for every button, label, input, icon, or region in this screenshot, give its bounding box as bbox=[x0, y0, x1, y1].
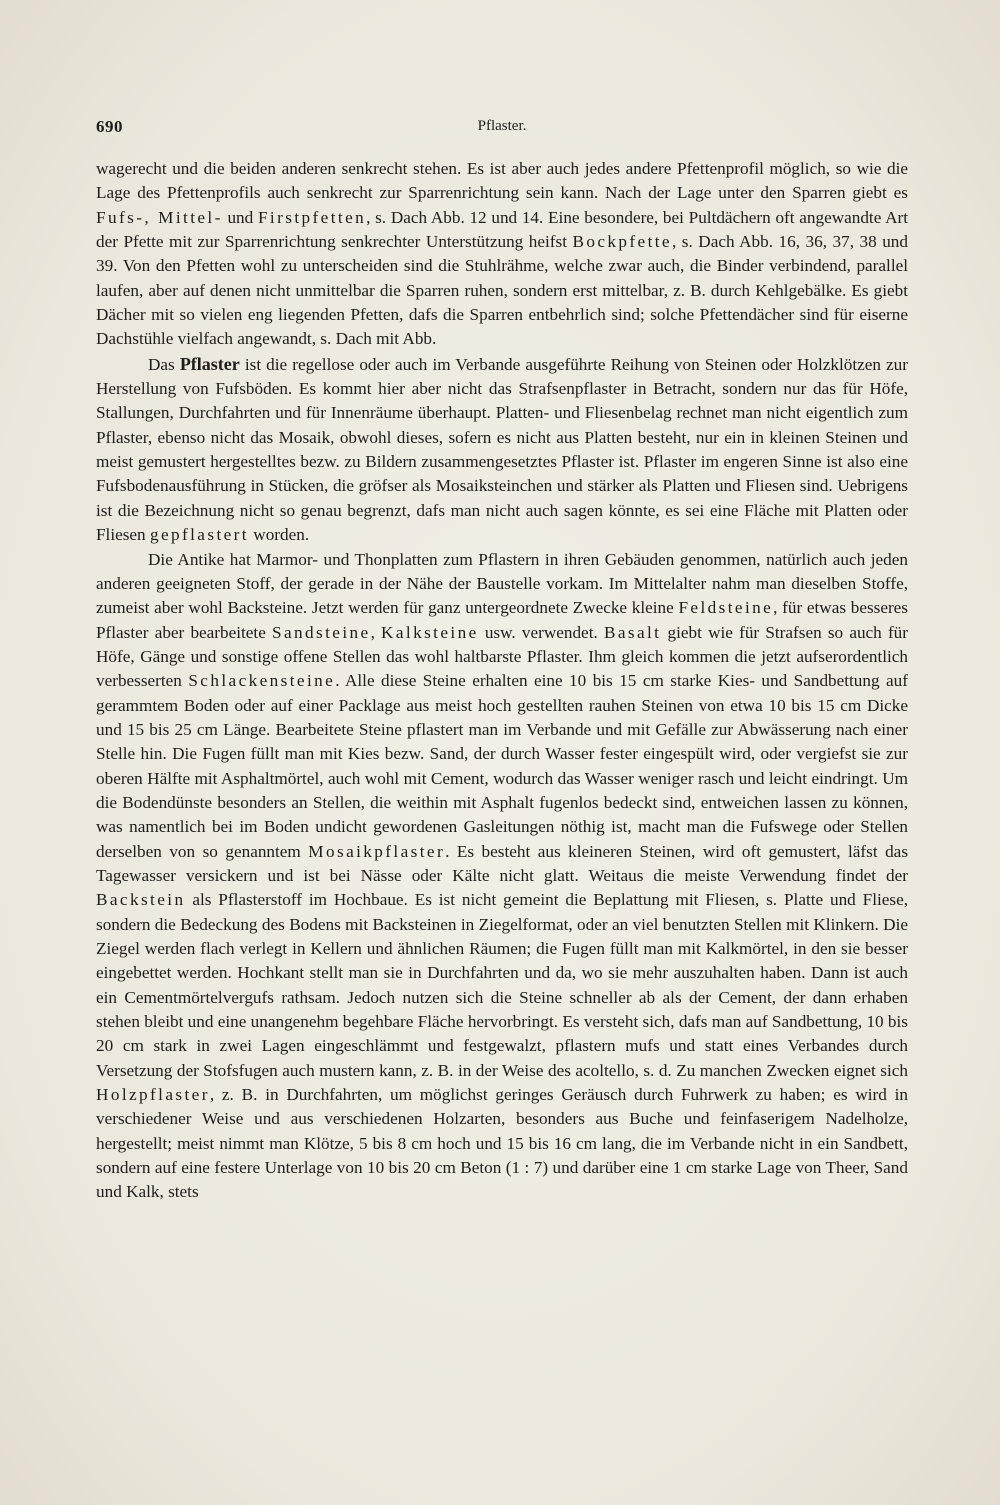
text-run: , bbox=[370, 622, 382, 642]
text-run: als Pflasterstoff im Hochbaue. Es ist nicht gemeint die Beplattung mit Fliesen, s. Platte und Fliese, sondern die Bedeckung des Bodens mit Backsteinen in Ziegelformat, oder an viel benutzten Stellen mit Klinkern. Die Ziegel werden flach verlegt in Kellern und ähnlichen Räumen; die Fugen füllt man mit Kalkmörtel, in den sie besser eingebettet werden. Hochkant stellt man sie in Durchfahrten und da, wo sie mehr auszuhalten haben. Dann ist auch ein Cementmörtelvergufs rathsam. Jedoch nutzen sich die Steine schneller ab als der Cement, der dann erhaben stehen bleibt und eine unangenehm begehbare Fläche hervorbringt. Es versteht sich, dafs man auf Sandbettung, 10 bis 20 cm stark in zwei Lagen eingeschlämmt und festgewalzt, pflastern mufs und statt eines Verbandes durch Versetzung der Stofsfugen auch mustern kann, z. B. in der Weise des acoltello, s. d. Zu manchen Zwecken eignet sich bbox=[96, 890, 908, 1080]
body-text bbox=[96, 157, 908, 1205]
spaced-term: Backstein bbox=[96, 890, 186, 910]
running-title: Pflaster. bbox=[477, 118, 527, 134]
spaced-term: Mosaikpflaster bbox=[308, 841, 446, 861]
text-run: , s. Dach Abb. 12 und 14. Eine besondere, bei Pultdächern oft angewandte Art der Pfette mit zur Sparrenrichtung senkrechter Unterstützung heifst bbox=[96, 207, 909, 252]
text-run: und bbox=[222, 207, 258, 227]
spaced-term: Sandsteine bbox=[272, 622, 371, 642]
page-header bbox=[96, 117, 908, 141]
paragraph-pflaster-definition bbox=[96, 352, 908, 548]
spaced-term: gepflastert bbox=[149, 525, 249, 545]
text-run: , für etwas besseres Pflaster aber bearbeitete bbox=[96, 598, 908, 642]
text-run: . Alle diese Steine erhalten eine 10 bis 15 cm starke Kies- und Sandbettung auf gerammtem Boden oder auf einer Packlage aus meist hoch gestellten rauhen Steinen von etwa 10 bis 15 cm Dicke und 15 bis 25 cm Länge. Bearbeitete Steine pflastert man im Verbande und mit Gefälle zur Abwässerung nach einer Stelle hin. Die Fugen füllt man mit Kies bezw. Sand, der durch Wasser fester eingespült wird, oder vergiefst sie zur oberen Hälfte mit Asphaltmörtel, auch wohl mit Cement, wodurch das Wasser weniger rasch und leicht eindringt. Um die Bodendünste besonders an Stellen, die weithin mit Asphalt fugenlos bedeckt sind, entweichen lassen zu können, was namentlich bei im Boden undicht gewordenen Gasleitungen nöthig ist, macht man die Fufswege oder Stellen derselben von so genanntem bbox=[96, 671, 908, 861]
spaced-term: Fufs-, Mittel- bbox=[96, 207, 223, 227]
text-run: . Es besteht aus kleineren Steinen, wird oft gemustert, läfst das Tagewasser versickern und ist bei Nässe oder Kälte nicht glatt. Weitaus die meiste Verwendung findet der bbox=[96, 841, 909, 885]
spaced-term: Basalt bbox=[603, 622, 662, 642]
spaced-term: Feldsteine bbox=[678, 598, 774, 618]
text-run: , z. B. in Durchfahrten, um möglichst geringes Geräusch durch Fuhrwerk zu haben; es wird in verschiedener Weise und aus verschiedenen Holzarten, besonders aus Buche und feinfaserigem Nadelholze, hergestellt; meist nimmt man Klötze, 5 bis 8 cm hoch und 15 bis 16 cm lang, die im Verbande nicht in ein Sandbett, sondern auf eine festere Unterlage von 10 bis 20 cm Beton (1 : 7) und darüber eine 1 cm starke Lage von Theer, Sand und Kalk, stets bbox=[96, 1085, 908, 1202]
headword-term: Pflaster bbox=[179, 353, 240, 374]
text-run: , s. Dach Abb. 16, 36, 37, 38 und 39. Von den Pfetten wohl zu unterscheiden sind die Stuhlrähme, welche zwar auch, die Binder verbindend, parallel laufen, aber auf denen nicht unmittelbar die Sparren ruhen, sondern erst mittelbar, z. B. durch Kehlgebälke. Es giebt Dächer mit so vielen eng liegenden Pfetten, dafs die Sparren entbehrlich sind; solche Pfettendächer sind für eiserne Dachstühle vielfach angewandt, s. Dach mit Abb. bbox=[96, 232, 908, 349]
text-run: worden. bbox=[248, 525, 310, 545]
text-run: Das bbox=[148, 354, 180, 374]
text-run: wagerecht und die beiden anderen senkrecht stehen. Es ist aber auch jedes andere Pfettenprofil möglich, so wie die Lage des Pfettenprofils auch senkrecht zur Sparrenrichtung sein kann. Nach der Lage unter den Sparren giebt es bbox=[96, 159, 908, 203]
text-run: Die Antike hat Marmor- und Thonplatten zum Pflastern in ihren Gebäuden genommen, natürlich auch jeden anderen geeigneten Stoff, der gerade in der Nähe der Baustelle vorkam. Im Mittelalter nahm man dieselben Stoffe, zumeist aber wohl Backsteine. Jetzt werden für ganz untergeordnete Zwecke kleine bbox=[96, 549, 908, 618]
text-run: usw. verwendet. bbox=[478, 622, 604, 642]
spaced-term: Holzpflaster bbox=[96, 1085, 210, 1105]
spaced-term: Kalksteine bbox=[381, 622, 479, 642]
spaced-term: Schlackensteine bbox=[188, 671, 336, 691]
paragraph-pfetten bbox=[96, 157, 908, 352]
spaced-term: Firstpfetten bbox=[257, 207, 367, 227]
text-run: ist die regellose oder auch im Verbande ausgeführte Reihung von Steinen oder Holzklötzen zur Herstellung von Fufsböden. Es kommt hier aber nicht das Strafsenpflaster in Betracht, sondern nur das für Höfe, Stallungen, Durchfahrten und für Innenräume überhaupt. Platten- und Fliesenbelag rechnet man nicht eigentlich zum Pflaster, ebenso nicht das Mosaik, obwohl dieses, sofern es nicht aus Platten besteht, nur ein in kleinen Steinen und meist gemustert hergestelltes bezw. zu Bildern zusammengesetztes Pflaster ist. Pflaster im engeren Sinne ist also eine Fufsbodenausführung in Stücken, die gröfser als Mosaiksteinchen und stärker als Platten und Fliesen sind. Uebrigens ist die Bezeichnung nicht so genau begrenzt, dafs man nicht auch sagen könnte, es sei eine Fläche mit Platten oder Fliesen bbox=[96, 354, 908, 545]
paragraph-pflaster-materials bbox=[96, 548, 908, 1205]
page-number: 690 bbox=[96, 117, 123, 136]
text-run: giebt wie für Strafsen so auch für Höfe, Gänge und sonstige offene Stellen das wohl haltbarste Pflaster. Ihm gleich kommen die jetzt aufserordentlich verbesserten bbox=[96, 622, 908, 691]
spaced-term: Bockpfette bbox=[572, 232, 672, 252]
